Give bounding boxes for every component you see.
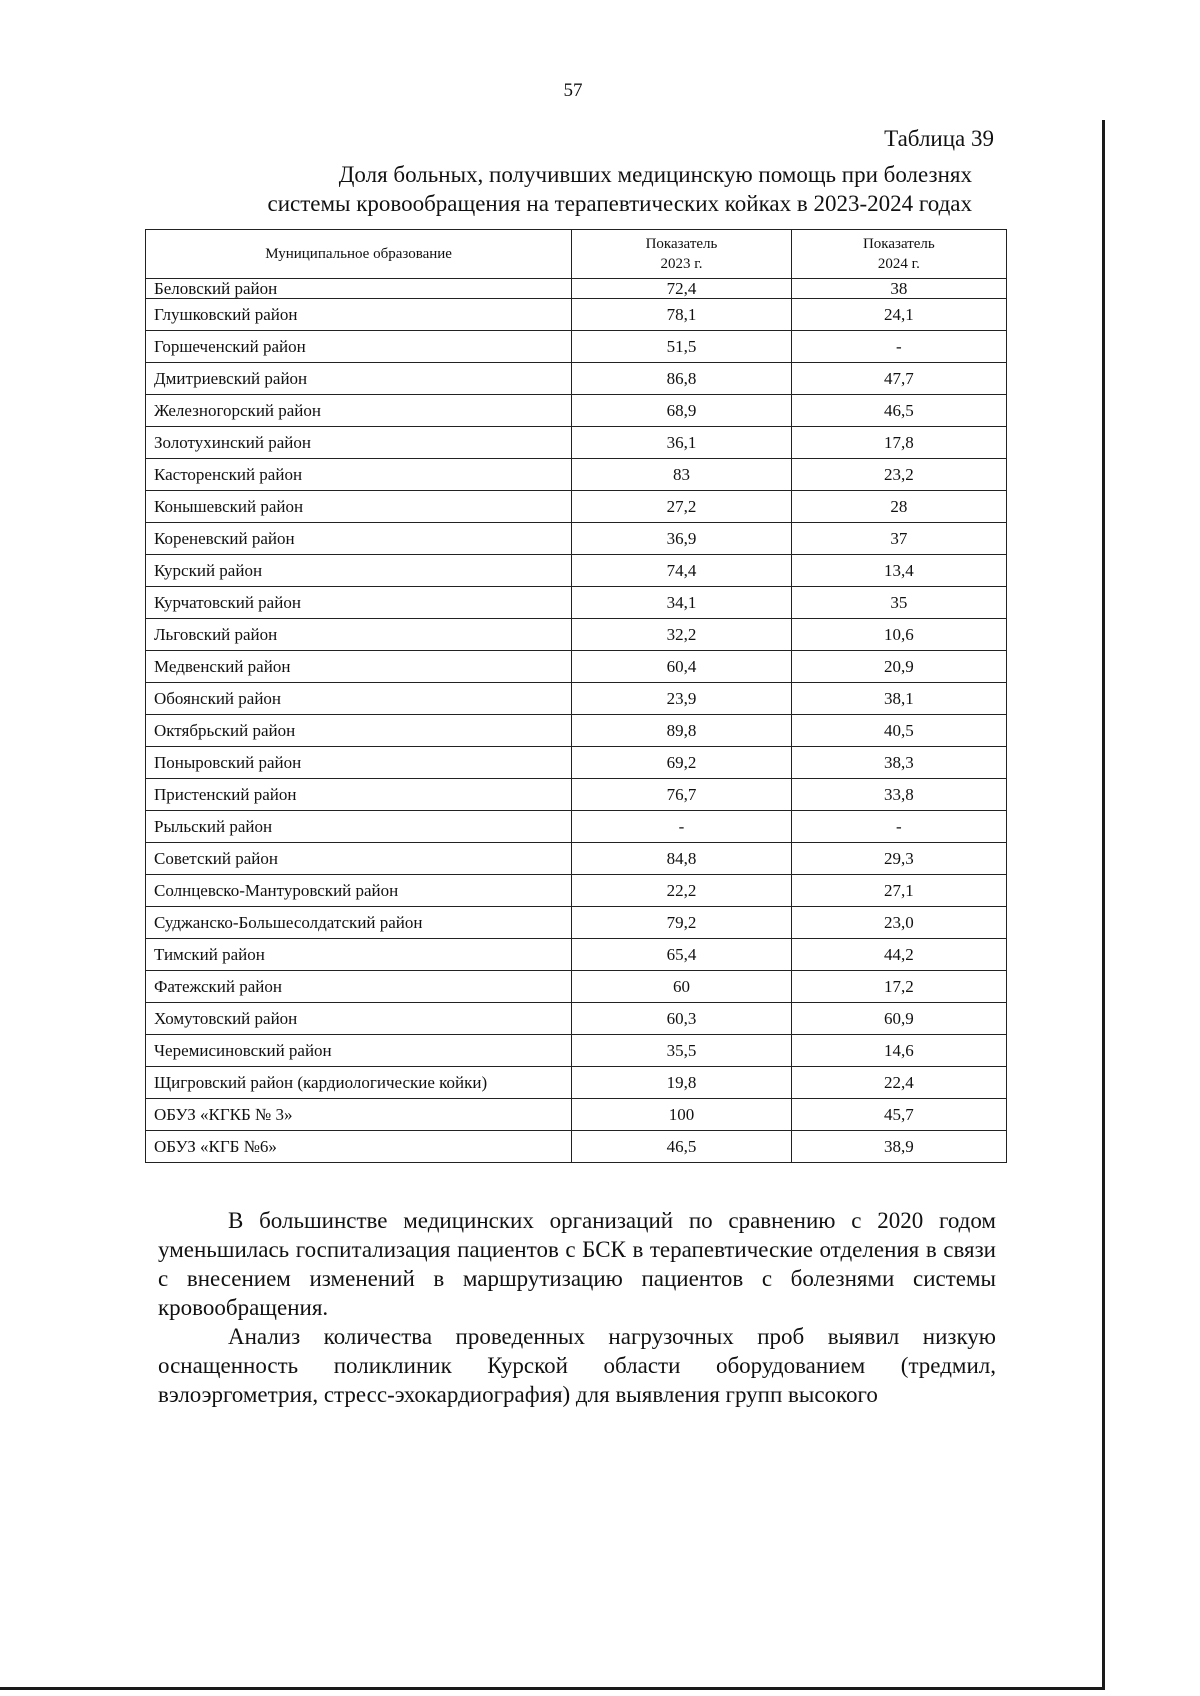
municipality-cell: Октябрьский район: [146, 715, 572, 747]
value-2023-cell: 51,5: [572, 331, 792, 363]
value-2023-cell: 74,4: [572, 555, 792, 587]
value-2024-cell: -: [791, 811, 1006, 843]
value-2023-cell: 60: [572, 971, 792, 1003]
page-border-right: [1102, 120, 1105, 1690]
table-row: [146, 1131, 1007, 1163]
table-row: [146, 843, 1007, 875]
municipality-cell: ОБУЗ «КГБ №6»: [146, 1131, 572, 1163]
value-2023-cell: 60,3: [572, 1003, 792, 1035]
table-row: [146, 715, 1007, 747]
value-2024-cell: 46,5: [791, 395, 1006, 427]
value-2024-cell: 13,4: [791, 555, 1006, 587]
value-2024-cell: 40,5: [791, 715, 1006, 747]
municipality-cell: Льговский район: [146, 619, 572, 651]
municipality-cell: Курский район: [146, 555, 572, 587]
municipality-cell: Конышевский район: [146, 491, 572, 523]
value-2023-cell: -: [572, 811, 792, 843]
value-2024-cell: 22,4: [791, 1067, 1006, 1099]
municipality-cell: Поныровский район: [146, 747, 572, 779]
municipality-cell: Железногорский район: [146, 395, 572, 427]
municipality-cell: ОБУЗ «КГКБ № 3»: [146, 1099, 572, 1131]
value-2024-cell: 10,6: [791, 619, 1006, 651]
table-row: [146, 619, 1007, 651]
paragraph: Анализ количества проведенных нагрузочных проб выявил низкую оснащенность поликлиник Курской области оборудованием (тредмил, вэлоэргометрия, стресс-эхокардиография) для выявления групп высокого: [158, 1324, 996, 1407]
header-municipality: [146, 230, 572, 279]
table-label: Таблица 39: [884, 126, 994, 151]
table-title-line-1: Доля больных, получивших медицинскую помощь при болезнях: [338, 162, 972, 187]
value-2024-cell: 38,9: [791, 1131, 1006, 1163]
table-row: [146, 363, 1007, 395]
value-2023-cell: 83: [572, 459, 792, 491]
municipality-cell: Суджанско-Большесолдатский район: [146, 907, 572, 939]
value-2024-cell: -: [791, 331, 1006, 363]
value-2023-cell: 22,2: [572, 875, 792, 907]
table-row: [146, 683, 1007, 715]
table-row: [146, 395, 1007, 427]
municipality-cell: Хомутовский район: [146, 1003, 572, 1035]
municipality-cell: Обоянский район: [146, 683, 572, 715]
municipality-cell: Советский район: [146, 843, 572, 875]
value-2024-cell: 20,9: [791, 651, 1006, 683]
municipality-cell: Медвенский район: [146, 651, 572, 683]
table-row: [146, 939, 1007, 971]
value-2023-cell: 84,8: [572, 843, 792, 875]
table-row: [146, 331, 1007, 363]
municipality-cell: Солнцевско-Мантуровский район: [146, 875, 572, 907]
page-border-bottom: [0, 1687, 1105, 1690]
value-2024-cell: 37: [791, 523, 1006, 555]
body-text: [158, 1206, 996, 1409]
value-2024-cell: 17,8: [791, 427, 1006, 459]
value-2023-cell: 34,1: [572, 587, 792, 619]
value-2024-cell: 44,2: [791, 939, 1006, 971]
header-municipality-label: Муниципальное образование: [265, 246, 452, 262]
table-row: [146, 971, 1007, 1003]
municipality-cell: Касторенский район: [146, 459, 572, 491]
municipality-cell: Золотухинский район: [146, 427, 572, 459]
table-row: [146, 907, 1007, 939]
table-row: [146, 523, 1007, 555]
municipality-cell: Беловский район: [146, 279, 572, 299]
value-2023-cell: 23,9: [572, 683, 792, 715]
page-number: 57: [563, 80, 583, 101]
value-2023-cell: 100: [572, 1099, 792, 1131]
table-row: [146, 1003, 1007, 1035]
header-2023-line-1: Показатель: [645, 236, 718, 252]
table-row: [146, 1099, 1007, 1131]
table-row: [146, 587, 1007, 619]
table-row: [146, 459, 1007, 491]
value-2024-cell: 45,7: [791, 1099, 1006, 1131]
value-2024-cell: 23,2: [791, 459, 1006, 491]
header-2023-line-2: 2023 г.: [660, 256, 703, 272]
table-row: [146, 651, 1007, 683]
table-row: [146, 1035, 1007, 1067]
value-2023-cell: 46,5: [572, 1131, 792, 1163]
value-2024-cell: 28: [791, 491, 1006, 523]
paragraph: В большинстве медицинских организаций по сравнению с 2020 годом уменьшилась госпитализация пациентов с БСК в терапевтические отделения в связи с внесением изменений в маршрутизацию пациентов с болезнями системы кровообращения.: [158, 1208, 996, 1320]
value-2023-cell: 86,8: [572, 363, 792, 395]
table-row: [146, 555, 1007, 587]
municipality-cell: Щигровский район (кардиологические койки): [146, 1067, 572, 1099]
table-row: [146, 747, 1007, 779]
value-2024-cell: 29,3: [791, 843, 1006, 875]
municipality-cell: Кореневский район: [146, 523, 572, 555]
value-2024-cell: 33,8: [791, 779, 1006, 811]
table-header-row: [146, 230, 1007, 279]
value-2024-cell: 23,0: [791, 907, 1006, 939]
table-title-line-2: системы кровообращения на терапевтических койках в 2023-2024 годах: [267, 191, 972, 216]
municipality-cell: Рыльский район: [146, 811, 572, 843]
value-2023-cell: 76,7: [572, 779, 792, 811]
value-2023-cell: 89,8: [572, 715, 792, 747]
value-2024-cell: 14,6: [791, 1035, 1006, 1067]
value-2023-cell: 68,9: [572, 395, 792, 427]
value-2023-cell: 72,4: [572, 279, 792, 299]
value-2023-cell: 35,5: [572, 1035, 792, 1067]
municipality-cell: Фатежский район: [146, 971, 572, 1003]
value-2023-cell: 78,1: [572, 299, 792, 331]
value-2024-cell: 17,2: [791, 971, 1006, 1003]
table-title: [150, 160, 972, 218]
value-2024-cell: 24,1: [791, 299, 1006, 331]
value-2024-cell: 38,1: [791, 683, 1006, 715]
municipality-cell: Пристенский район: [146, 779, 572, 811]
value-2023-cell: 19,8: [572, 1067, 792, 1099]
value-2024-cell: 47,7: [791, 363, 1006, 395]
municipality-cell: Курчатовский район: [146, 587, 572, 619]
value-2024-cell: 35: [791, 587, 1006, 619]
header-indicator-2023: [572, 230, 792, 279]
value-2023-cell: 60,4: [572, 651, 792, 683]
value-2024-cell: 60,9: [791, 1003, 1006, 1035]
data-table: [145, 229, 1007, 1163]
value-2023-cell: 32,2: [572, 619, 792, 651]
value-2024-cell: 38: [791, 279, 1006, 299]
municipality-cell: Глушковский район: [146, 299, 572, 331]
table-row: [146, 427, 1007, 459]
municipality-cell: Черемисиновский район: [146, 1035, 572, 1067]
table-row: [146, 279, 1007, 299]
table-row: [146, 299, 1007, 331]
municipality-cell: Дмитриевский район: [146, 363, 572, 395]
municipality-cell: Горшеченский район: [146, 331, 572, 363]
table-row: [146, 811, 1007, 843]
header-indicator-2024: [791, 230, 1006, 279]
value-2024-cell: 38,3: [791, 747, 1006, 779]
value-2023-cell: 79,2: [572, 907, 792, 939]
table-row: [146, 779, 1007, 811]
value-2023-cell: 69,2: [572, 747, 792, 779]
value-2023-cell: 36,9: [572, 523, 792, 555]
table-row: [146, 875, 1007, 907]
header-2024-line-1: Показатель: [862, 236, 935, 252]
value-2023-cell: 27,2: [572, 491, 792, 523]
value-2023-cell: 65,4: [572, 939, 792, 971]
value-2023-cell: 36,1: [572, 427, 792, 459]
header-2024-line-2: 2024 г.: [877, 256, 920, 272]
table-row: [146, 1067, 1007, 1099]
table-row: [146, 491, 1007, 523]
municipality-cell: Тимский район: [146, 939, 572, 971]
value-2024-cell: 27,1: [791, 875, 1006, 907]
